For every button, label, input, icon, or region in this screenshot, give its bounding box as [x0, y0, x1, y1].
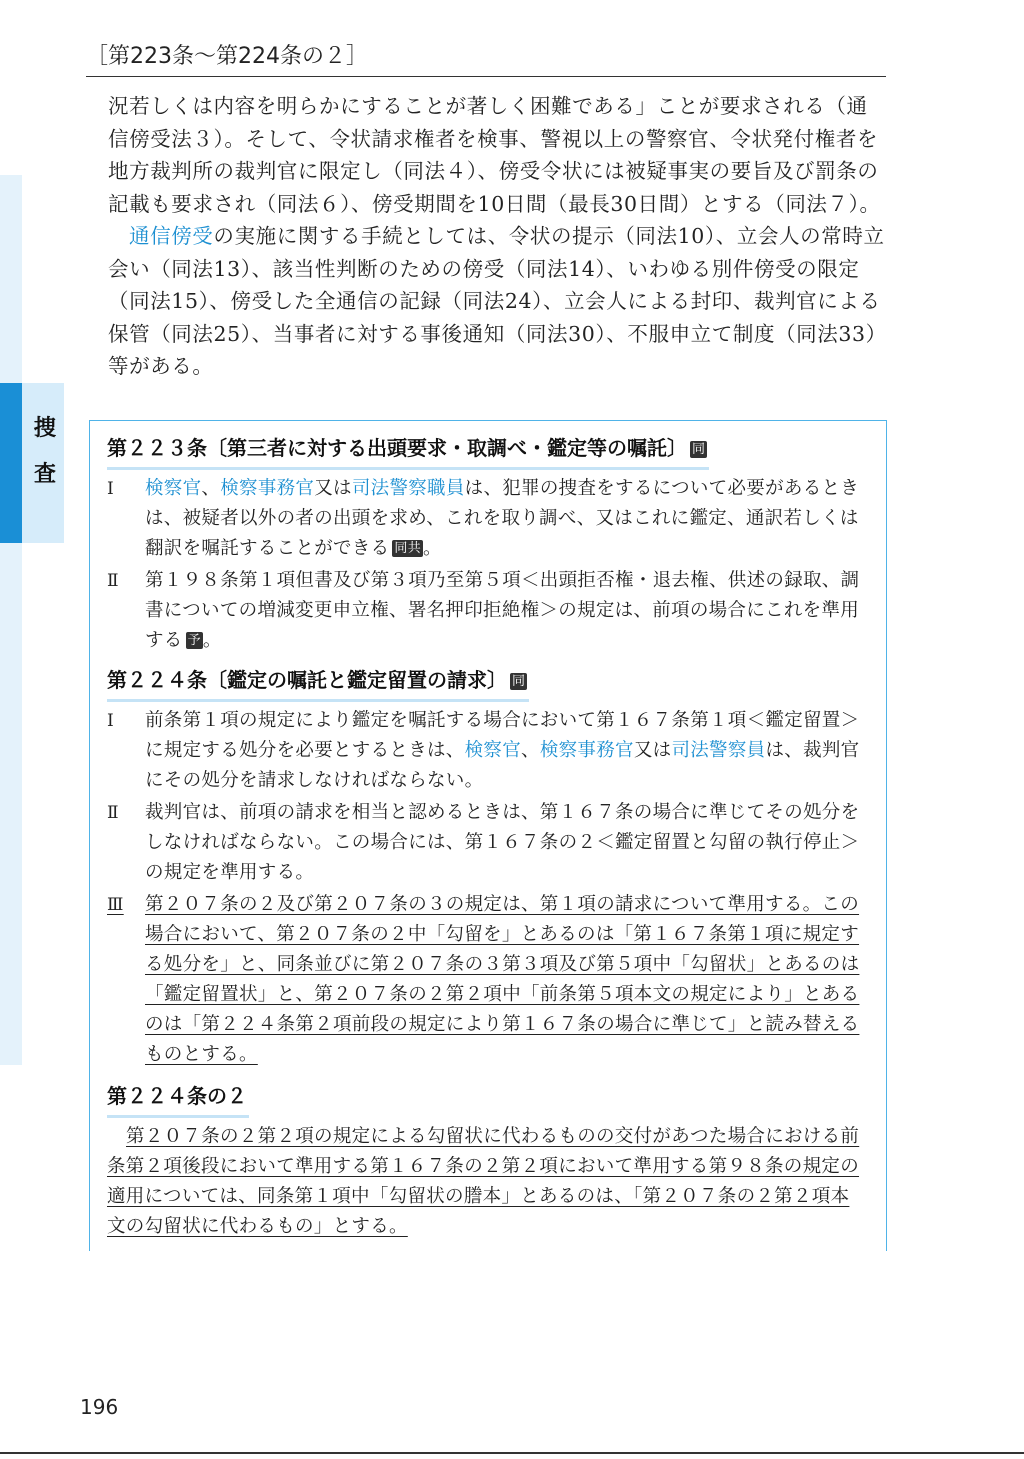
body-paragraph: 況若しくは内容を明らかにすることが著しく困難である」ことが要求される（通信傍受法３）。そして、令状請求権者を検事、警視以上の警察官、令状発付権者を地方裁判所の裁判官に限定し（同法４）、傍受令状には被疑事実の要旨及び罰条の記載も要求され（同法６）、傍受期間を10日間（最長30日間）とする（同法７）。	[108, 94, 881, 216]
exam-badge-icon: 同	[692, 442, 706, 457]
statute-box	[89, 420, 887, 1251]
article-paragraph	[107, 566, 867, 656]
page-number: 196	[80, 1395, 119, 1419]
chapter-tab-char: 査	[33, 462, 56, 487]
term-link[interactable]: 検察事務官	[220, 478, 315, 499]
sidebar-strip	[0, 175, 22, 1065]
article-title-text: 第２２４条〔鑑定の嘱託と鑑定留置の請求〕	[107, 668, 507, 692]
text-run: 又は	[314, 478, 352, 499]
article-title-text: 第２２４条の２	[107, 1084, 247, 1108]
text-run: 、	[201, 478, 221, 499]
text-run: 前条第１項の規定により鑑定を嘱託する場合において第１６７条第１項＜鑑定留置＞に規定する処分を必要とするときは、	[145, 710, 860, 761]
exam-badge-icon: 同	[512, 674, 526, 689]
term-link[interactable]: 通信傍受	[129, 224, 214, 248]
paragraph-number: Ⅰ	[107, 711, 115, 731]
article-paragraph	[107, 474, 867, 564]
article-title-text: 第２２３条〔第三者に対する出頭要求・取調べ・鑑定等の嘱託〕	[107, 436, 687, 460]
text-run: 又は	[633, 740, 672, 761]
text-run: 。	[202, 630, 222, 651]
chapter-tab-char: 捜	[33, 416, 56, 441]
paragraph-number: Ⅱ	[107, 571, 119, 591]
term-link[interactable]: 検察事務官	[539, 740, 634, 761]
article-title	[107, 665, 529, 702]
article-paragraph	[107, 798, 867, 888]
article-224	[107, 665, 867, 1070]
article-paragraph	[107, 890, 867, 1070]
article-title	[107, 1081, 249, 1118]
body-text-run: の実施に関する手続としては、令状の提示（同法10）、立会人の常時立会い（同法13）、該当性判断のための傍受（同法14）、いわゆる別件傍受の限定（同法15）、傍受した全通信の記録（同法24）、立会人による封印、裁判官による保管（同法25）、当事者に対する事後通知（同法30）、不服申立て制度（同法33）等がある。	[108, 224, 887, 378]
bottom-rule	[0, 1452, 1024, 1454]
paragraph-number: Ⅱ	[107, 803, 119, 823]
amended-text: 第２０７条の２第２項の規定による勾留状に代わるものの交付があつた場合における前条第２項後段において準用する第１６７条の２第２項において準用する第９８条の規定の適用については、同条第１項中「勾留状の謄本」とあるのは、「第２０７条の２第２項本文の勾留状に代わるもの」とする。	[107, 1126, 860, 1237]
paragraph-number: Ⅰ	[107, 479, 115, 499]
commentary-text	[108, 90, 888, 383]
text-run: 裁判官は、前項の請求を相当と認めるときは、第１６７条の場合に準じてその処分をしなければならない。この場合には、第１６７条の２＜鑑定留置と勾留の執行停止＞の規定を準用する。	[145, 802, 860, 883]
chapter-tab[interactable]	[0, 383, 64, 543]
article-223	[107, 433, 867, 656]
term-link[interactable]: 司法警察員	[671, 740, 766, 761]
exam-badge-icon: 予	[187, 633, 201, 648]
text-run: 、	[521, 740, 540, 761]
term-link[interactable]: 検察官	[464, 740, 522, 761]
term-link[interactable]: 司法警察職員	[351, 478, 465, 499]
body-paragraph	[108, 220, 888, 383]
text-run: は、犯罪の捜査をするについて必要があるときは、被疑者以外の者の出頭を求め、これを取り調べ、又はこれに鑑定、通訳若しくは翻訳を嘱託することができる	[145, 478, 860, 559]
paragraph-number: Ⅲ	[107, 895, 124, 915]
amended-text: 第２０７条の２及び第２０７条の３の規定は、第１項の請求について準用する。この場合において、第２０７条の２中「勾留を」とあるのは「第１６７条第１項に規定する処分を」と、同条並びに第２０７条の３第３項及び第５項中「勾留状」とあるのは「鑑定留置状」と、第２０７条の２第２項中「前条第５項本文の規定により」とあるのは「第２２４条第２項前段の規定により第１６７条の場合に準じて」と読み替えるものとする。	[145, 894, 860, 1065]
text-run: は、裁判官にその処分を請求しなければならない。	[145, 740, 860, 791]
text-run: 第１９８条第１項但書及び第３項乃至第５項＜出頭拒否権・退去権、供述の録取、調書についての増減変更申立権、署名押印拒絶権＞の規定は、前項の場合にこれを準用する	[145, 570, 860, 651]
text-run: 。	[423, 538, 442, 559]
header-title: ［第223条～第224条の２］	[86, 44, 368, 69]
term-link[interactable]: 検察官	[145, 478, 202, 499]
article-title	[107, 433, 709, 470]
exam-badge-icon: 同共	[394, 541, 422, 556]
article-paragraph	[107, 706, 867, 796]
article-224-2	[107, 1081, 867, 1242]
running-header	[86, 40, 886, 77]
